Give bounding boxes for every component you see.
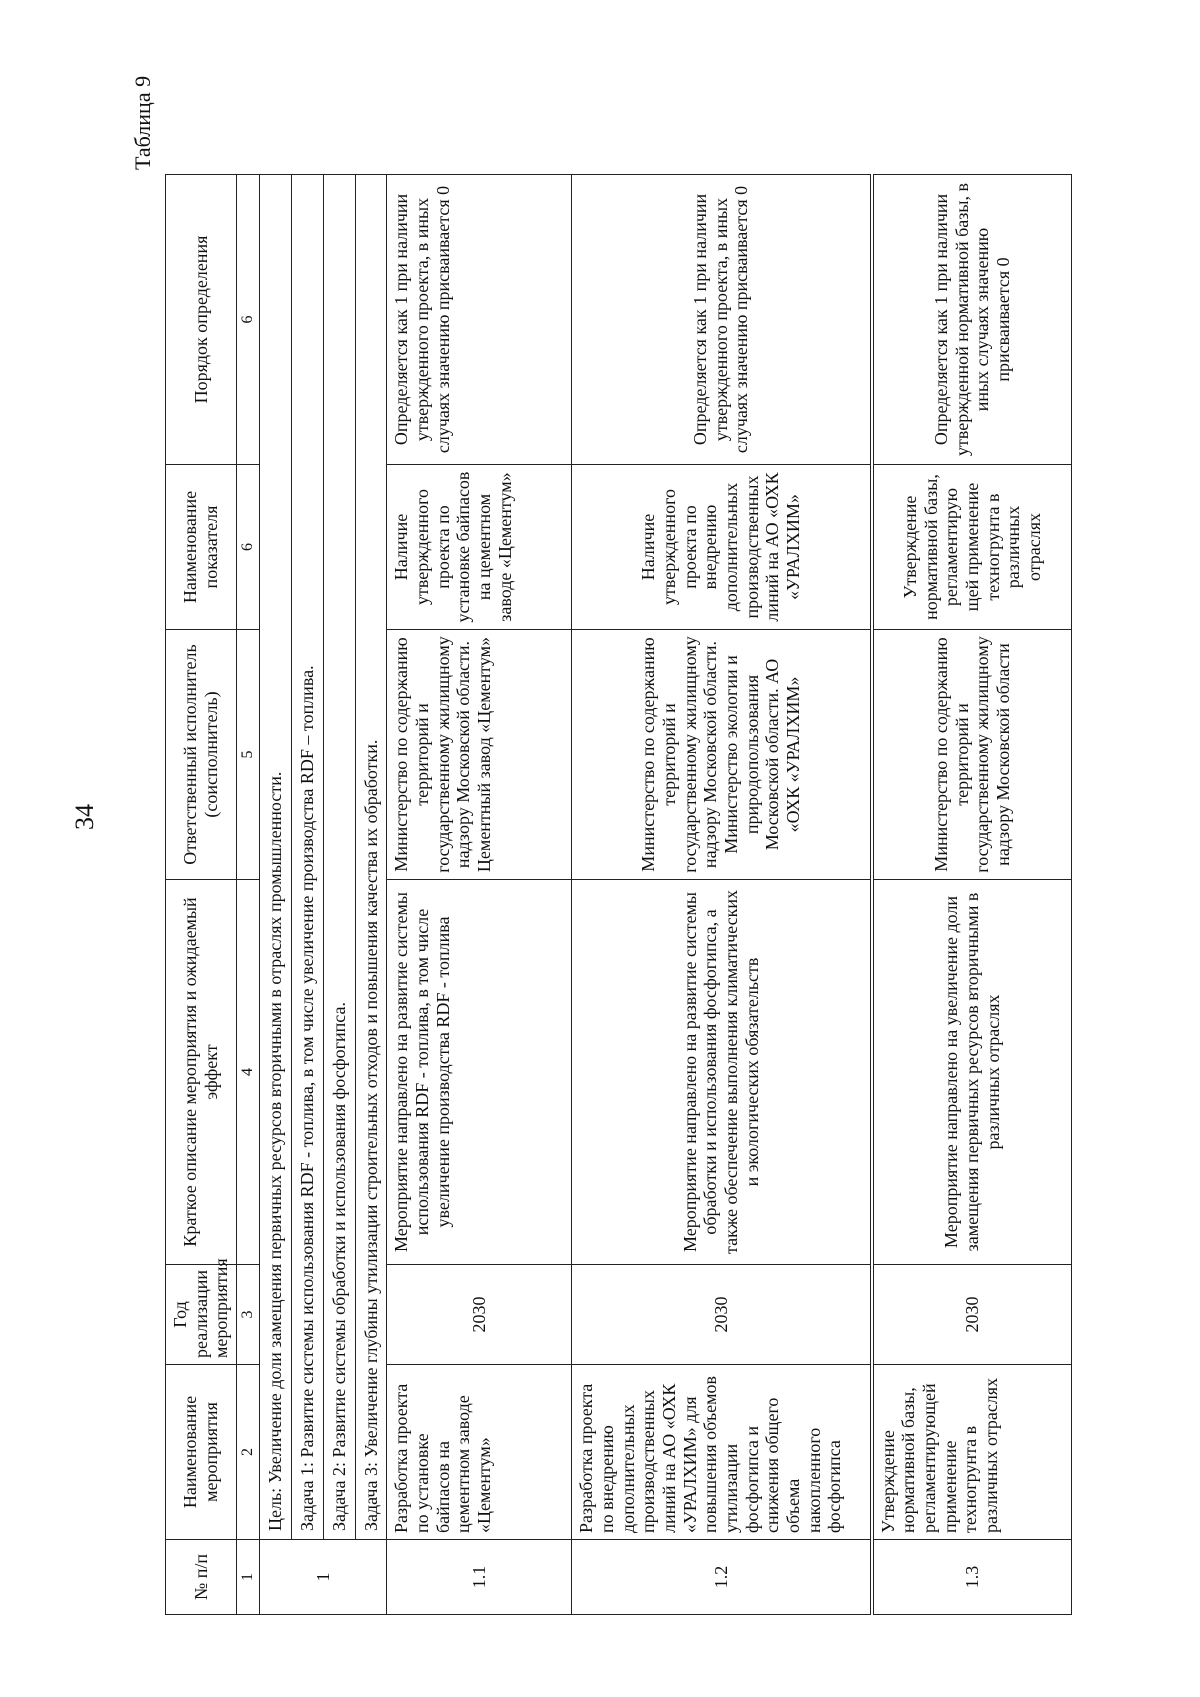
column-number: 1: [237, 1540, 260, 1615]
description: Мероприятие направлено на развитие системы использования RDF - топлива, в том числе увеличение производства RDF - топлива: [387, 880, 572, 1265]
column-number: 4: [237, 880, 260, 1265]
task-text: Задача 2: Развитие системы обработки и использования фосфогипса.: [323, 175, 355, 1540]
method: Определяется как 1 при наличии утвержденного проекта, в иных случаях значению присваивается 0: [387, 175, 572, 465]
table-row: [872, 175, 1072, 1615]
executor: Министерство по содержанию территорий и государственному жилищному надзору Московской области. Цементный завод «Цементум»: [387, 630, 572, 880]
header-cell: Краткое описание мероприятия и ожидаемый эффект: [166, 880, 237, 1265]
table-row: [572, 175, 872, 1615]
year: 2030: [387, 1265, 572, 1365]
task-row: [292, 175, 324, 1615]
measures-table: [165, 174, 1072, 1615]
rotated-table-area: [165, 175, 1045, 1615]
task-text: Задача 3: Увеличение глубины утилизации строительных отходов и повышения качества их обработки.: [355, 175, 387, 1540]
column-number: 6: [237, 465, 260, 630]
method: Определяется как 1 при наличии утвержденного проекта, в иных случаях значению присваивается 0: [572, 175, 872, 465]
header-cell: Наименование показателя: [166, 465, 237, 630]
header-cell: № п/п: [166, 1540, 237, 1615]
year: 2030: [872, 1265, 1072, 1365]
row-number: 1.3: [872, 1540, 1072, 1615]
executor: Министерство по содержанию территорий и государственному жилищному надзору Московской области: [872, 630, 1072, 880]
header-cell: Год реализации мероприятия: [166, 1265, 237, 1365]
column-number: 5: [237, 630, 260, 880]
year: 2030: [572, 1265, 872, 1365]
indicator: Наличие утвержденного проекта по внедрению дополнительных производственных линий на АО «ОХК «УРАЛХИМ»: [572, 465, 872, 630]
column-number-row: [237, 175, 260, 1615]
header-row: [166, 175, 237, 1615]
page-number: 34: [70, 804, 99, 830]
row-number: 1.2: [572, 1540, 872, 1615]
group-number: 1: [260, 1540, 387, 1615]
header-cell: Порядок определения: [166, 175, 237, 465]
measure-name: Разработка проекта по внедрению дополнительных производственных линий на АО «ОХК «УРАЛХИМ» для повышения объемов утилизации фосфогипса и снижения общего объема накопленного фосфогипса: [572, 1365, 872, 1540]
column-number: 2: [237, 1365, 260, 1540]
measure-name: Разработка проекта по установке байпасов на цементном заводе «Цементум»: [387, 1365, 572, 1540]
indicator: Утверждение нормативной базы, регламентирую щей применение техногрунта в различных отраслях: [872, 465, 1072, 630]
header-cell: Наименование мероприятия: [166, 1365, 237, 1540]
header-cell: Ответственный исполнитель (соисполнитель): [166, 630, 237, 880]
goal-row: [260, 175, 292, 1615]
goal-text: Цель: Увеличение доли замещения первичных ресурсов вторичными в отраслях промышленности.: [260, 175, 292, 1540]
method: Определяется как 1 при наличии утвержденной нормативной базы, в иных случаях значению присваивается 0: [872, 175, 1072, 465]
task-row: [323, 175, 355, 1615]
task-row: [355, 175, 387, 1615]
indicator: Наличие утвержденного проекта по установке байпасов на цементном заводе «Цементум»: [387, 465, 572, 630]
executor: Министерство по содержанию территорий и государственному жилищному надзору Московской области. Министерство экологии и природопользования Московской области. АО «ОХК «УРАЛХИМ»: [572, 630, 872, 880]
row-number: 1.1: [387, 1540, 572, 1615]
column-number: 3: [237, 1265, 260, 1365]
measure-name: Утверждение нормативной базы, регламентирующей применение техногрунта в различных отраслях: [872, 1365, 1072, 1540]
description: Мероприятие направлено на увеличение доли замещения первичных ресурсов вторичными в различных отраслях: [872, 880, 1072, 1265]
task-text: Задача 1: Развитие системы использования RDF - топлива, в том числе увеличение производства RDF – топлива.: [292, 175, 324, 1540]
column-number: 6: [237, 175, 260, 465]
description: Мероприятие направлено на развитие системы обработки и использования фосфогипса, а также обеспечение выполнения климатических и экологических обязательств: [572, 880, 872, 1265]
table-row: [387, 175, 572, 1615]
table-caption: Таблица 9: [130, 75, 155, 170]
